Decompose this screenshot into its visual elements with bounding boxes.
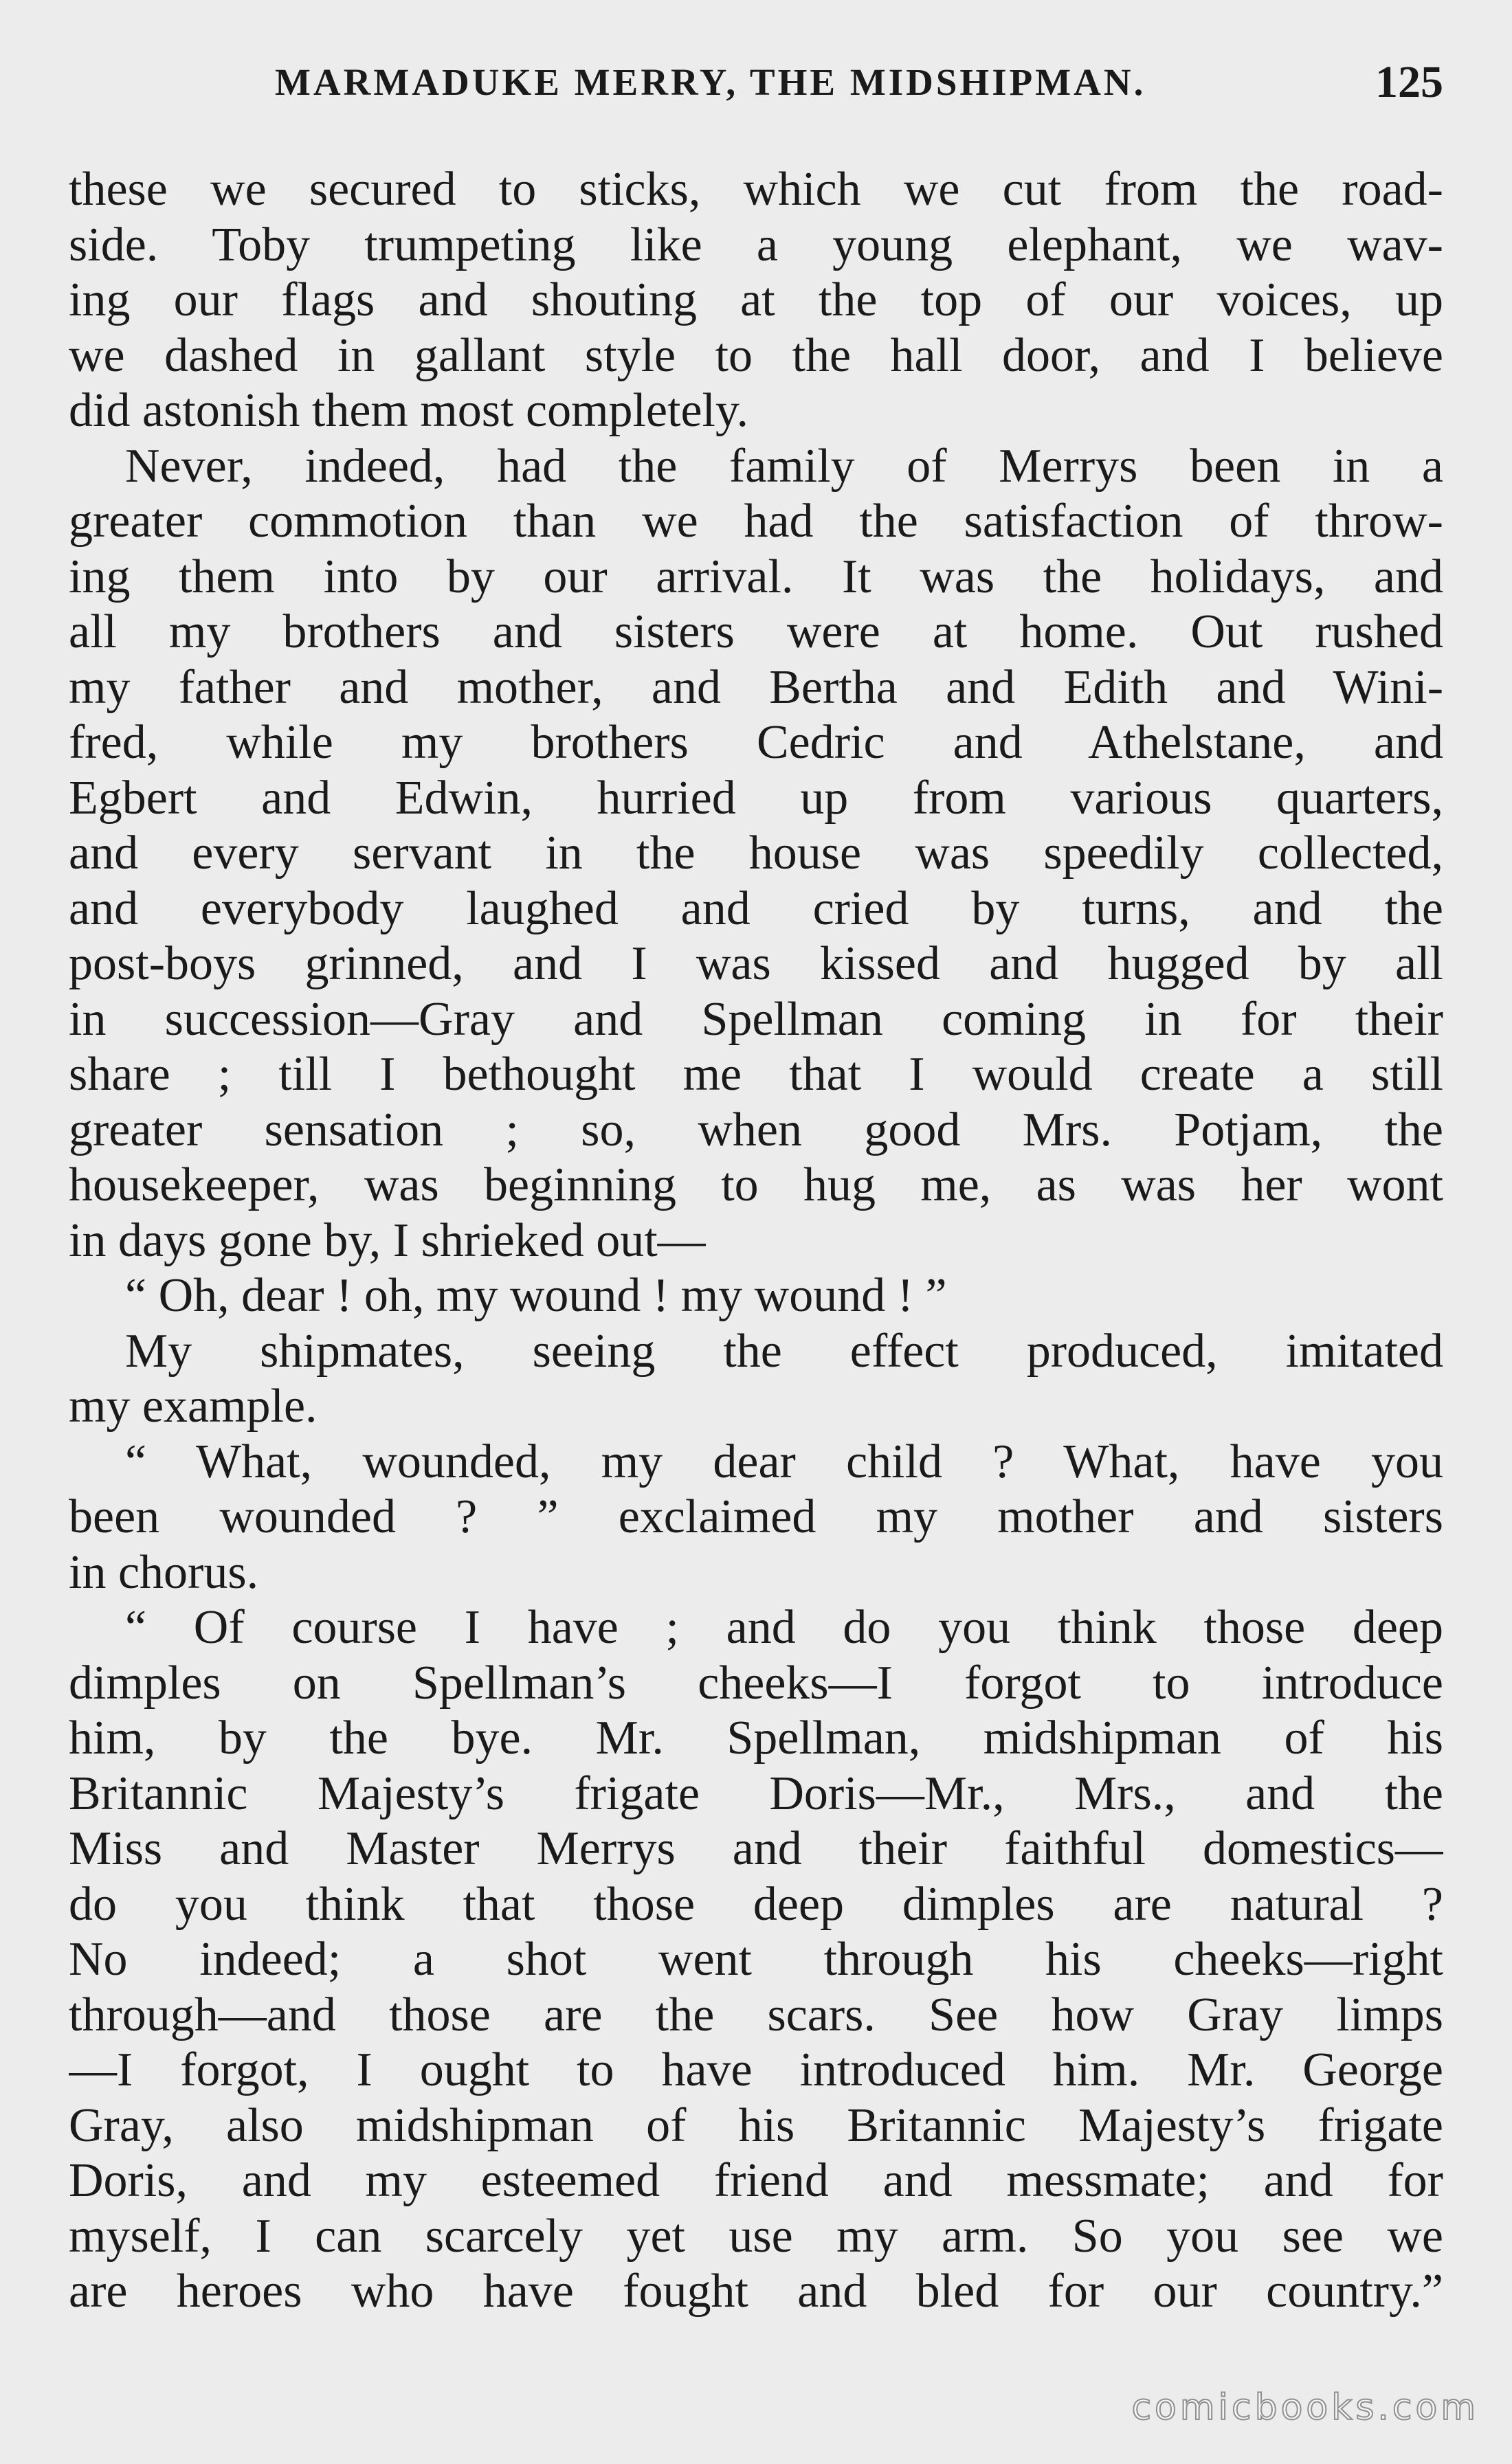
text-line: Egbert and Edwin, hurried up from various quarters, <box>69 771 1443 825</box>
text-line: fred, while my brothers Cedric and Athelstane, and <box>69 716 1443 769</box>
text-line: been wounded ? ” exclaimed my mother and sisters <box>69 1490 1443 1543</box>
text-line: side. Toby trumpeting like a young elephant, we wav- <box>69 218 1443 271</box>
text-line: all my brothers and sisters were at home. Out rushed <box>69 605 1443 658</box>
text-line: my father and mother, and Bertha and Edith and Wini- <box>69 660 1443 714</box>
page-header <box>275 57 1443 122</box>
text-line: dimples on Spellman’s cheeks—I forgot to introduce <box>69 1656 1443 1710</box>
text-line: Never, indeed, had the family of Merrys been in a <box>125 439 1443 493</box>
text-line: myself, I can scarcely yet use my arm. So you see we <box>69 2209 1443 2263</box>
text-line: ing our flags and shouting at the top of our voices, up <box>69 273 1443 326</box>
text-line: share ; till I bethought me that I would create a still <box>69 1048 1443 1101</box>
text-line: are heroes who have fought and bled for our country.” <box>69 2265 1443 2318</box>
text-line: my example. <box>69 1380 318 1433</box>
text-line: did astonish them most completely. <box>69 384 748 437</box>
text-line: No indeed; a shot went through his cheeks—right <box>69 1933 1443 1986</box>
text-line: Miss and Master Merrys and their faithful domestics— <box>69 1822 1443 1875</box>
text-line: these we secured to sticks, which we cut from the road- <box>69 163 1443 216</box>
watermark: comicbooks.com <box>1131 2387 1479 2428</box>
text-line: ing them into by our arrival. It was the holidays, and <box>69 550 1443 603</box>
text-line: and every servant in the house was speedily collected, <box>69 827 1443 880</box>
text-line: Gray, also midshipman of his Britannic Majesty’s frigate <box>69 2098 1443 2152</box>
text-line: post-boys grinned, and I was kissed and hugged by all <box>69 937 1443 990</box>
text-line: Britannic Majesty’s frigate Doris—Mr., Mrs., and the <box>69 1767 1443 1820</box>
text-line: we dashed in gallant style to the hall door, and I believe <box>69 328 1443 382</box>
text-line: him, by the bye. Mr. Spellman, midshipman of his <box>69 1712 1443 1765</box>
text-line: housekeeper, was beginning to hug me, as was her wont <box>69 1158 1443 1211</box>
body-text <box>69 162 1443 2320</box>
text-line: —I forgot, I ought to have introduced him. Mr. George <box>69 2043 1443 2096</box>
text-line: “ What, wounded, my dear child ? What, have you <box>125 1435 1443 1488</box>
text-line: Doris, and my esteemed friend and messmate; and for <box>69 2154 1443 2207</box>
text-line: in succession—Gray and Spellman coming in for their <box>69 992 1443 1046</box>
text-line: greater commotion than we had the satisfaction of throw- <box>69 495 1443 548</box>
text-line: greater sensation ; so, when good Mrs. Potjam, the <box>69 1103 1443 1156</box>
text-line: My shipmates, seeing the effect produced, imitated <box>125 1324 1443 1378</box>
text-line: through—and those are the scars. See how Gray limps <box>69 1988 1443 2041</box>
text-line: in chorus. <box>69 1545 259 1599</box>
page-number: 125 <box>1375 57 1443 107</box>
text-line: “ Of course I have ; and do you think those deep <box>125 1601 1443 1654</box>
running-head: MARMADUKE MERRY, THE MIDSHIPMAN. <box>275 61 1146 103</box>
text-line: in days gone by, I shrieked out— <box>69 1213 706 1267</box>
text-line: “ Oh, dear ! oh, my wound ! my wound ! ” <box>125 1269 947 1322</box>
text-line: do you think that those deep dimples are natural ? <box>69 1877 1443 1931</box>
text-line: and everybody laughed and cried by turns, and the <box>69 882 1443 935</box>
